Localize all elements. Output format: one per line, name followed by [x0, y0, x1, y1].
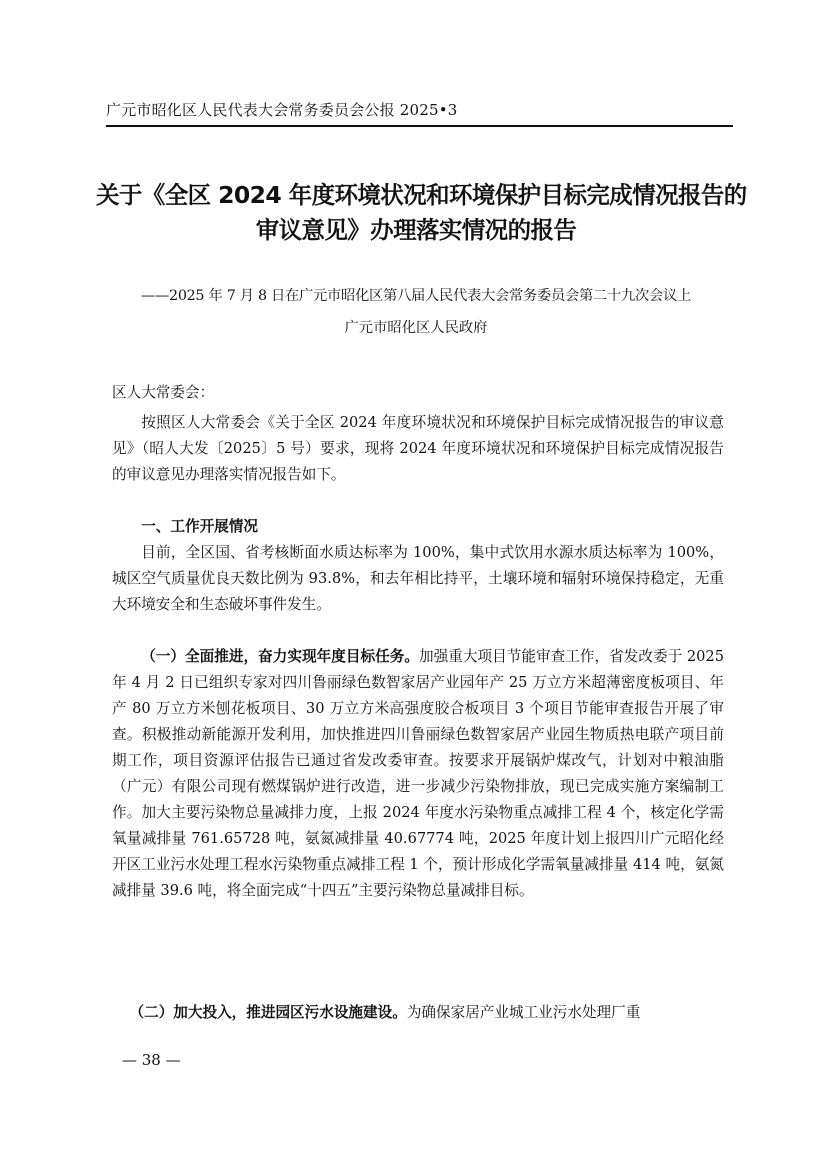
intro-paragraph: 按照区人大常委会《关于全区 2024 年度环境状况和环境保护目标完成情况报告的审议意见》（昭人大发〔2025〕5 号）要求，现将 2024 年度环境状况和环境保护目标完成情况报告的审议意见办理落实情况报告如下。	[112, 414, 724, 483]
header-divider	[106, 125, 733, 127]
item-1-lead: （一）全面推进，奋力实现年度目标任务。	[141, 648, 419, 665]
page-number: — 38 —	[122, 1051, 181, 1069]
item-2-paragraph	[112, 1000, 724, 1026]
item-1-paragraph	[112, 644, 724, 904]
issuing-authority: 广元市昭化区人民政府	[344, 320, 488, 336]
item-2-lead: （二）加大投入，推进园区污水设施建设。	[129, 1004, 407, 1021]
item-2-body: 为确保家居产业城工业污水处理厂重	[406, 1004, 641, 1021]
status-paragraph: 目前，全区国、省考核断面水质达标率为 100%，集中式饮用水源水质达标率为 100%，城区空气质量优良天数比例为 93.8%，和去年相比持平，土壤环境和辐射环境保持稳定，无重大环境安全和生态破坏事件发生。	[112, 544, 724, 613]
salutation: 区人大常委会：	[112, 384, 215, 401]
title-line-1: 关于《全区 2024 年度环境状况和环境保护目标完成情况报告的	[96, 181, 747, 209]
meeting-subtitle: ——2025 年 7 月 8 日在广元市昭化区第八届人民代表大会常务委员会第二十九次会议上	[141, 288, 691, 304]
section-heading-1: 一、工作开展情况	[141, 518, 258, 535]
publication-header: 广元市昭化区人民代表大会常务委员会公报 2025•3	[106, 101, 458, 119]
title-line-2: 审议意见》办理落实情况的报告	[255, 216, 577, 244]
item-1-body: 加强重大项目节能审查工作，省发改委于 2025 年 4 月 2 日已组织专家对四川鲁丽绿色数智家居产业园年产 25 万立方米超薄密度板项目、年产 80 万立方米刨花板项目、30 万立方米高强度胶合板项目 3 个项目节能审查报告开展了审查。积极推动新能源开发利用，加快推进四川鲁丽绿色数智家居产业园生物质热电联产项目前期工作，项目资源评估报告已通过省发改委审查。按要求开展锅炉煤改气，计划对中粮油脂（广元）有限公司现有燃煤锅炉进行改造，进一步减少污染物排放，现已完成实施方案编制工作。加大主要污染物总量减排力度，上报 2024 年度水污染物重点减排工程 4 个，核定化学需氧量减排量 761.65728 吨，氨氮减排量 40.67774 吨，2025 年度计划上报四川广元昭化经开区工业污水处理工程水污染物重点减排工程 1 个，预计形成化学需氧量减排量 414 吨，氨氮减排量 39.6 吨，将全面完成“十四五”主要污染物总量减排目标。	[112, 648, 724, 899]
document-title	[96, 178, 747, 248]
